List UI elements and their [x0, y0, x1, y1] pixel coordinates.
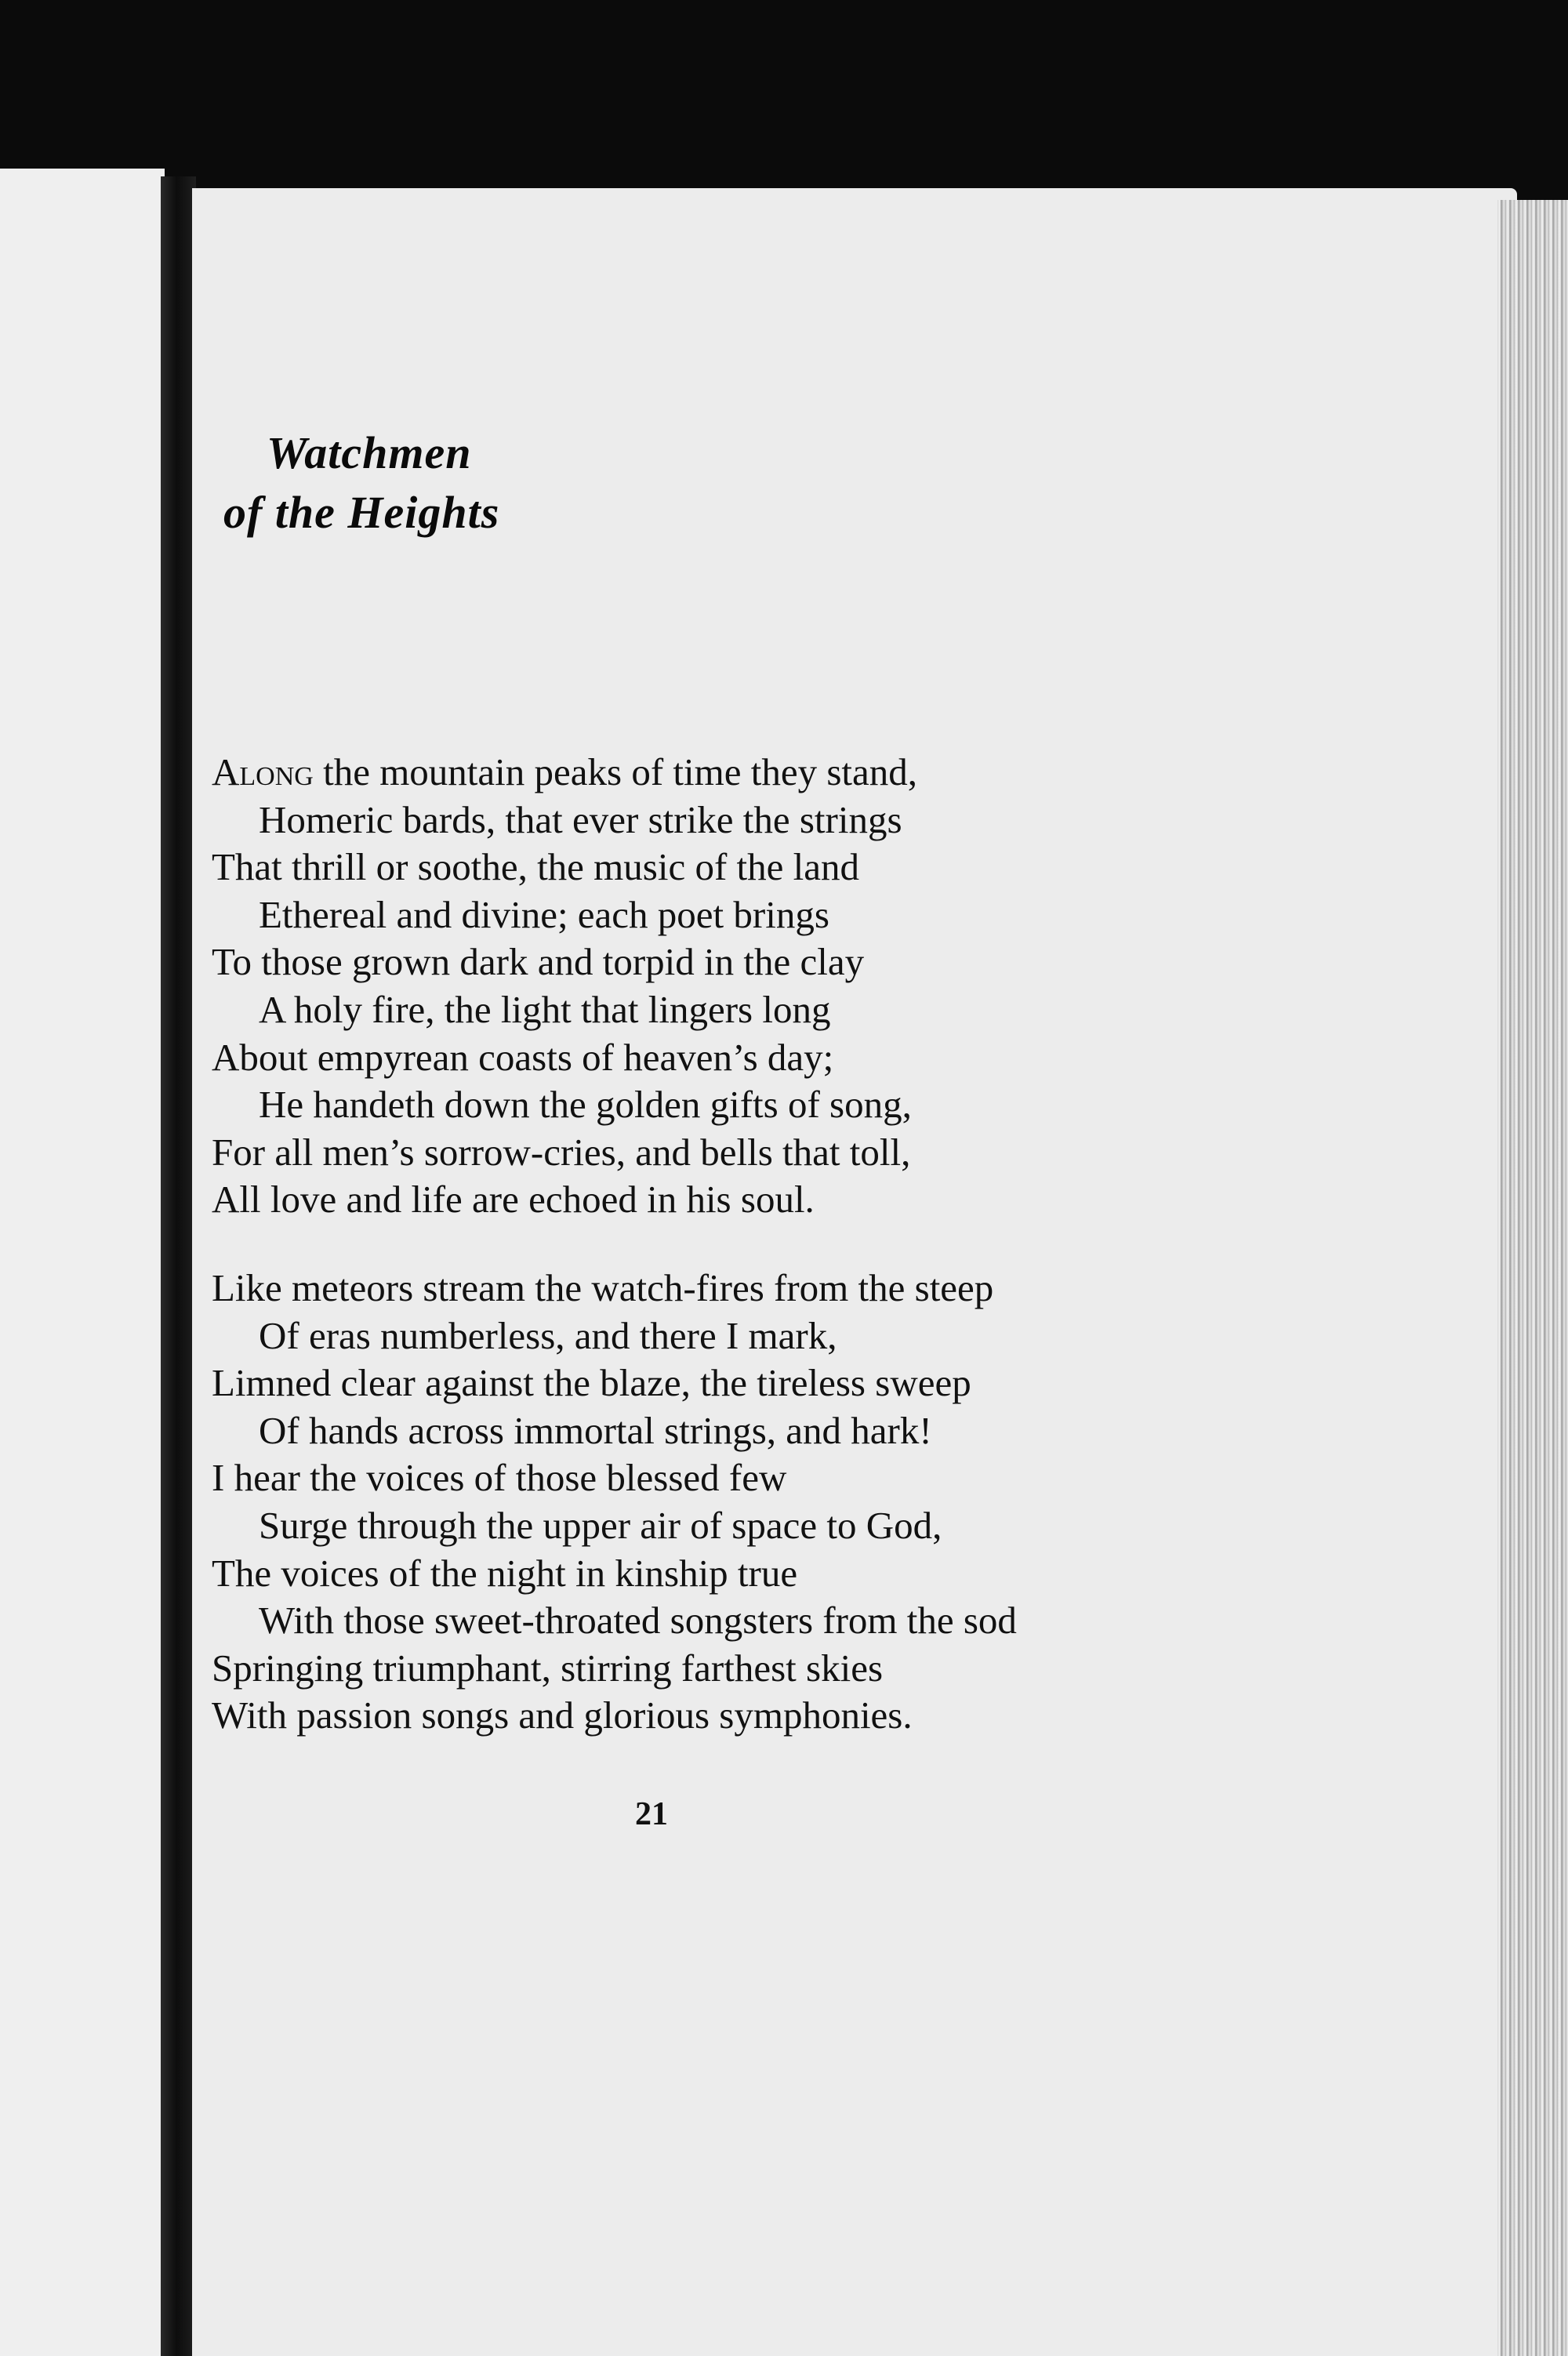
poem-line: Surge through the upper air of space to God, [259, 1503, 942, 1547]
poem-line: He handeth down the golden gifts of song, [259, 1083, 912, 1127]
poem-line: For all men’s sorrow-cries, and bells that toll, [212, 1130, 911, 1174]
stanza-1 [212, 749, 1231, 1224]
poem-line: Homeric bards, that ever strike the strings [259, 797, 902, 841]
poem-line: Of hands across immortal strings, and hark! [259, 1408, 932, 1452]
poem-line: The voices of the night in kinship true [212, 1551, 798, 1595]
title-line-1: Watchmen [267, 427, 472, 478]
poem-line: I hear the voices of those blessed few [212, 1456, 787, 1500]
poem-line: With passion songs and glorious symphonies. [212, 1693, 913, 1737]
drop-word: Along [212, 750, 314, 793]
poem-line [212, 749, 1231, 797]
poem-line: Ethereal and divine; each poet brings [259, 892, 829, 936]
poem-line: That thrill or soothe, the music of the land [212, 845, 860, 889]
page-edges [1497, 200, 1568, 2356]
poem-line: Springing triumphant, stirring farthest skies [212, 1646, 884, 1690]
poem-line: Limned clear against the blaze, the tireless sweep [212, 1361, 971, 1405]
title-line-2: of the Heights [223, 487, 500, 538]
facing-page [0, 169, 165, 2356]
poem-line-text: the mountain peaks of time they stand, [313, 750, 918, 793]
poem-line: A holy fire, the light that lingers long [259, 987, 831, 1031]
book-gutter [161, 176, 196, 2356]
page-number: 21 [635, 1796, 668, 1832]
poem-line: Of eras numberless, and there I mark, [259, 1313, 837, 1357]
stanza-2 [212, 1265, 1231, 1740]
poem-line: To those grown dark and torpid in the clay [212, 940, 865, 984]
poem-line: About empyrean coasts of heaven’s day; [212, 1035, 834, 1079]
poem-title [223, 423, 499, 543]
poem-line: With those sweet-throated songsters from the sod [259, 1599, 1017, 1643]
poem-line: Like meteors stream the watch-fires from the steep [212, 1266, 994, 1309]
poem-line: All love and life are echoed in his soul. [212, 1178, 815, 1222]
